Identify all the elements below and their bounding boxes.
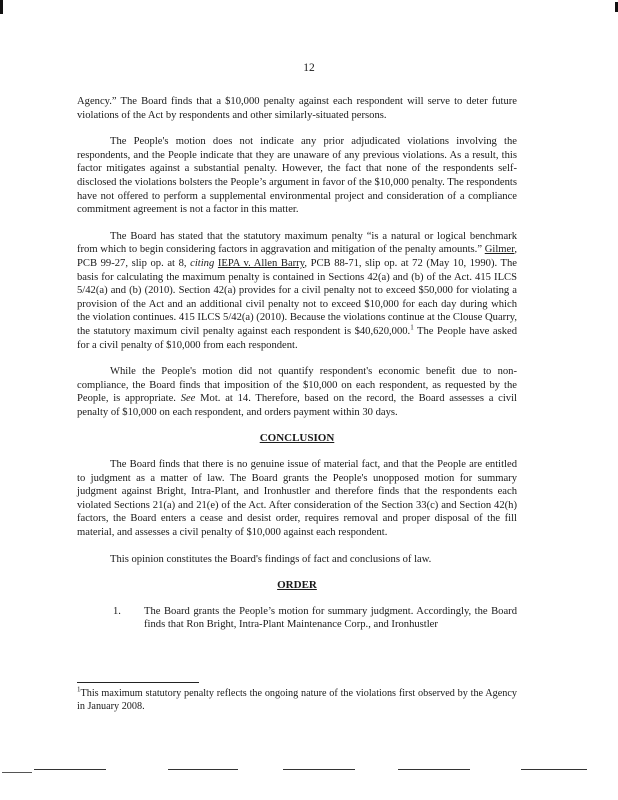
scan-rule [283,769,355,770]
signal-citing: citing [190,257,215,269]
order-heading: ORDER [277,579,317,592]
scan-corner-mark [0,0,3,14]
order-item-text: The Board grants the People’s motion for summary judgment. Accordingly, the Board finds that Ron Bright, Intra-Plant Maintenance Corp., and Ironhustler [144,605,517,631]
footnote-marker: 1 [77,685,81,694]
order-item-1 [77,605,517,632]
text-run: The Board has stated that the statutory maximum penalty “is a natural or logical benchmark from which to begin considering factors in aggravation and mitigation of the penalty amounts.” [77,230,517,256]
text-run: , PCB 88-71, slip op. at 72 (May 10, 1990). The basis for calculating the maximum penalty is contained in Sections 42(a) and (b) of the Act. 415 ILCS 5/42(a) and (b) (2010). Section 42(a) provides for a civil penalty not to exceed $50,000 for violating a provision of the Act and an additional civil penalty not to exceed $10,000 for each day during which the violation continues. 415 ILCS 5/42(a) (2010). Because the violations continue at the Clouse Quarry, the statutory maximum civil penalty against each respondent is $40,620,000. [77,257,517,337]
scan-rule [168,769,238,770]
footnote [77,687,517,713]
scan-rule [34,769,106,770]
signal-see: See [180,393,196,405]
paragraph-economic-benefit [77,365,517,419]
scan-edge-mark [2,772,32,773]
paragraph-prior-violations: The People's motion does not indicate any prior adjudicated violations involving the respondents, and the People indicate that they are unaware of any previous violations. As a result, this factor mitigates against a substantial penalty. However, the fact that none of the respondents self-disclosed the violations bolsters the People’s argument in favor of the $10,000 penalty. The respondents have not offered to perform a supplemental environmental project and consideration of a compliance commitment agreement is not a factor in this matter. [77,136,517,216]
page-number: 12 [303,62,315,74]
paragraph-findings-statement: This opinion constitutes the Board's findings of fact and conclusions of law. [110,553,432,565]
text-run: The People have asked for a civil penalty of $10,000 from each respondent. [77,325,517,351]
text-run: Mot. at 14. Therefore, based on the record, the Board assesses a civil penalty of $10,000 on each respondent, and orders payment within 30 days. [77,393,517,418]
conclusion-heading: CONCLUSION [259,432,335,445]
scan-rule [521,769,587,770]
footnote-reference: 1 [410,323,414,332]
paragraph-penalty-deterrence: Agency.” The Board finds that a $10,000 penalty against each respondent will serve to deter future violations of the Act by respondents and other similarly-situated persons. [77,96,517,121]
scan-bottom-rules [0,769,618,773]
order-item-number: 1. [113,605,121,617]
paragraph-conclusion: The Board finds that there is no genuine issue of material fact, and that the People are entitled to judgment as a matter of law. The Board grants the People's unopposed motion for summary judgment against Bright, Intra-Plant, and Ironhustler and therefore finds that the respondents each violated Sections 21(a) and 21(e) of the Act. After consideration of the Section 33(c) and Section 42(h) factors, the Board enters a cease and desist order, requires removal and proper disposal of the fill material, and assesses a civil penalty of $10,000 against each respondent. [77,459,517,539]
text-run: While the People's motion did not quantify respondent's economic benefit due to non-compliance, the Board finds that imposition of the $10,000 on each respondent, as requested by the People, is appropriate. [77,366,517,405]
footnote-separator [77,682,199,683]
scan-rule [398,769,470,770]
case-citation-gilmer: Gilmer [484,244,515,256]
text-run: , PCB 99-27, slip op. at 8, [77,244,517,269]
page-body [77,95,517,632]
footnote-text: This maximum statutory penalty reflects the ongoing nature of the violations first observed by the Agency in January 2008. [77,688,517,712]
case-citation-iepa-barry: IEPA v. Allen Barry [217,257,305,269]
paragraph-statutory-maximum [77,230,517,352]
